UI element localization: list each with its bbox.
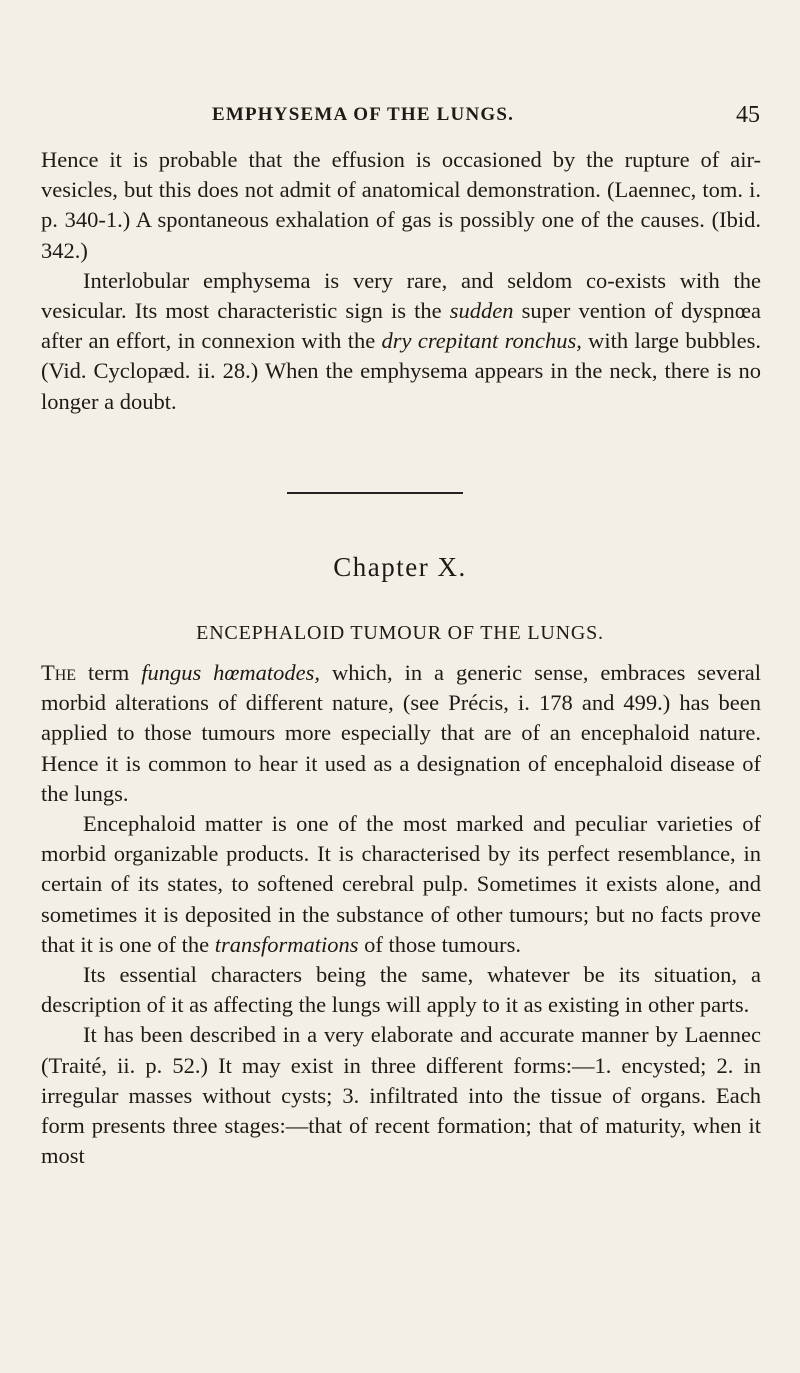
- paragraph: Interlobular emphysema is very rare, and seldom co-exists with the vesicular. Its most characteristic sign is the sudden super vention of dyspnœa after an effort, in connexion with the dry crepitant ronchus, with large bubbles. (Vid. Cyclopæd. ii. 28.) When the emphysema appears in the neck, there is no longer a doubt.: [41, 267, 761, 414]
- page-number: 45: [736, 102, 760, 128]
- emphasis: sudden: [449, 298, 514, 324]
- chapter-title: ENCEPHALOID TUMOUR OF THE LUNGS.: [196, 622, 604, 644]
- emphasis: transformations: [214, 931, 359, 957]
- running-head: [0, 104, 800, 134]
- lead-word: The: [41, 660, 77, 685]
- running-title: EMPHYSEMA OF THE LUNGS.: [212, 104, 515, 125]
- paragraph: The term fungus hœmatodes, which, in a generic sense, embraces several morbid alterations of different nature, (see Précis, i. 178 and 499.) has been applied to those tumours more especially that are of an encephaloid nature. Hence it is common to hear it used as a designation of encephaloid disease of the lungs.: [41, 660, 762, 806]
- paragraph: Hence it is probable that the effusion is occasioned by the rupture of air-vesicles, but this does not admit of anatomical demonstration. (Laennec, tom. i. p. 340-1.) A spontaneous exhalation of gas is possibly one of the causes. (Ibid. 342.): [41, 147, 761, 263]
- paragraph: Encephaloid matter is one of the most marked and peculiar varieties of morbid organizable products. It is characterised by its perfect resemblance, in certain of its states, to softened cerebral pulp. Sometimes it exists alone, and sometimes it is deposited in the substance of other tumours; but no facts prove that it is one of the transformations of those tumours.: [41, 811, 761, 957]
- emphasis: dry crepitant ronchus,: [381, 328, 582, 354]
- chapter-heading: Chapter X.: [333, 552, 467, 582]
- section-divider: [287, 492, 463, 494]
- paragraph: Its essential characters being the same, whatever be its situation, a description of it as affecting the lungs will apply to it as existing in other parts.: [41, 962, 761, 1018]
- emphasis: fungus hœmatodes,: [141, 660, 321, 685]
- section-emphysema-text: [41, 145, 761, 417]
- paragraph: It has been described in a very elaborate and accurate manner by Laennec (Traité, ii. p. 52.) It may exist in three different forms:—1. encysted; 2. in irregular masses without cysts; 3. infiltrated into the tissue of organs. Each form presents three stages:—that of recent formation; that of maturity, when it most: [41, 1022, 761, 1169]
- section-encephaloid-text: [41, 658, 761, 1171]
